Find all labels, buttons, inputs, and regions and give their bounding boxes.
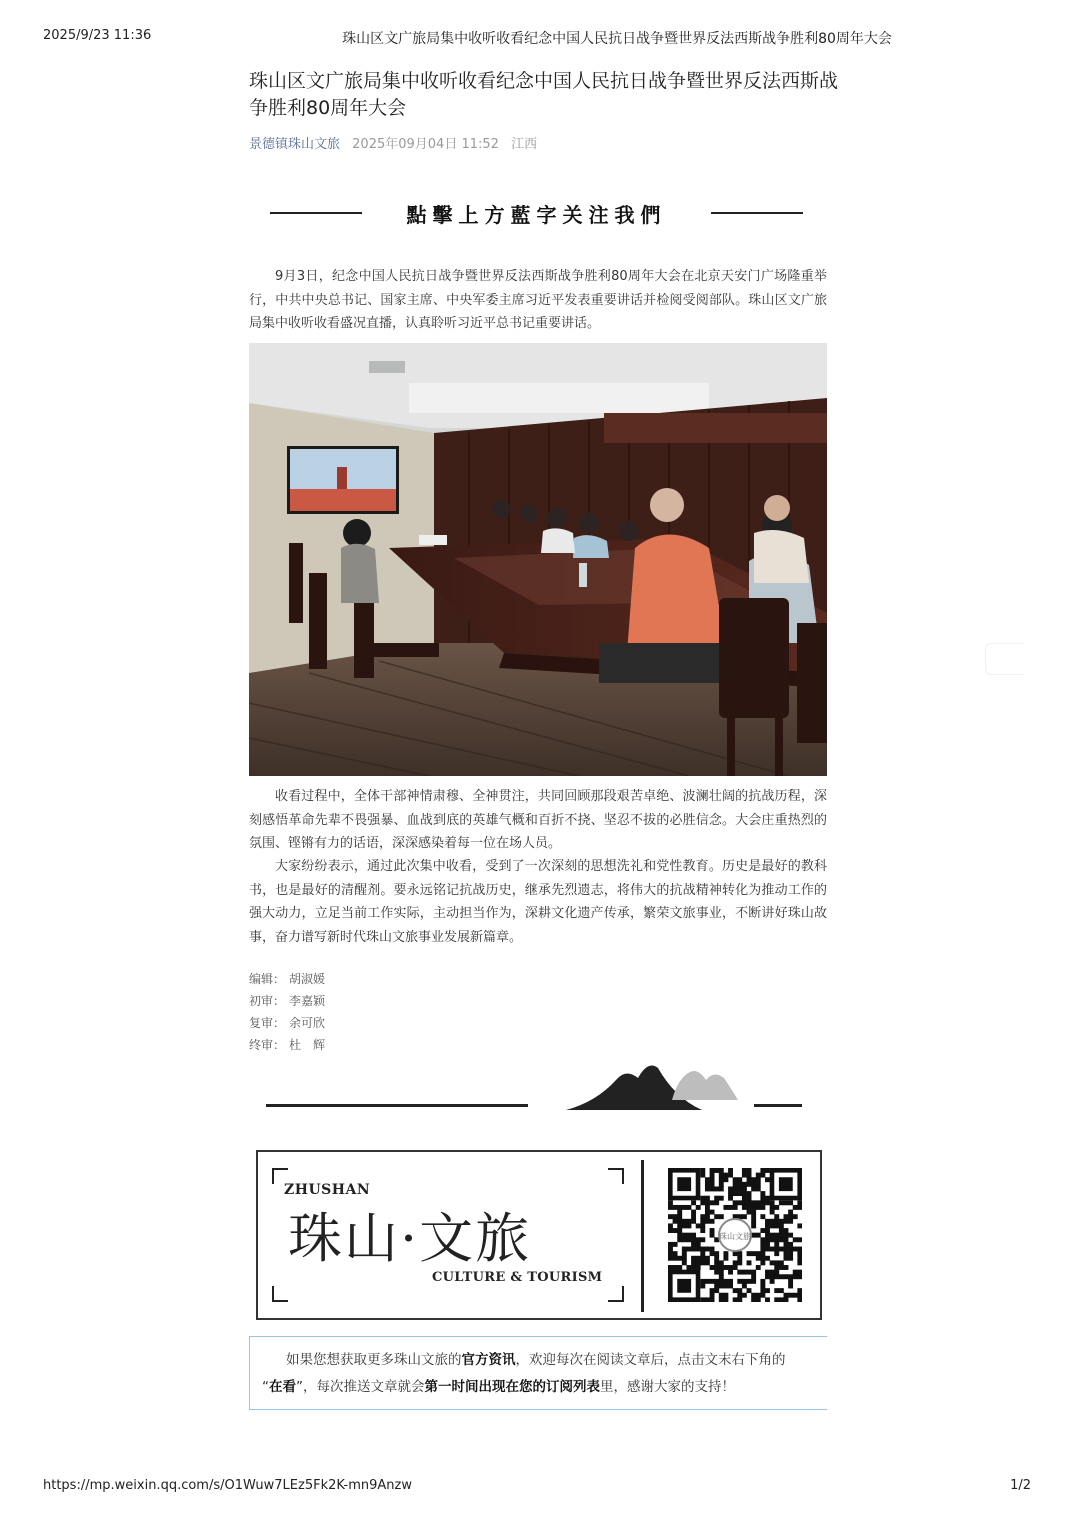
article-paragraph-2: 收看过程中，全体干部神情肃穆、全神贯注，共同回顾那段艰苦卓绝、波澜壮阔的抗战历程，深刻感悟革命先辈不畏强暴、血战到底的英雄气概和百折不挠、坚忍不拔的必胜信念。大会庄重热烈的氛围、铿锵有力的话语，深深感染着每一位在场人员。	[249, 789, 827, 851]
meeting-room-photo	[249, 343, 827, 776]
credit-label: 终审：	[249, 1038, 286, 1052]
publish-time: 2025年09月04日 11:52	[352, 137, 499, 152]
follow-banner-text: 點擊上方藍字关注我們	[406, 203, 667, 227]
notice-quote: ”	[296, 1379, 303, 1395]
qr-code-icon	[668, 1168, 802, 1302]
follow-banner-right-line	[711, 212, 803, 214]
credit-name: 杜 辉	[289, 1038, 326, 1052]
account-name-link[interactable]: 景德镇珠山文旅	[249, 137, 341, 152]
brand-card	[256, 1150, 822, 1320]
credit-name: 胡淑媛	[289, 972, 326, 986]
credit-row	[249, 1012, 329, 1034]
credit-name: 余可欣	[289, 1016, 326, 1030]
article-meta	[249, 133, 537, 152]
notice-line-2	[262, 1374, 827, 1401]
side-float-tab[interactable]	[985, 643, 1024, 675]
notice-bold-official: 官方资讯	[461, 1352, 516, 1368]
credit-row	[249, 968, 329, 990]
qr-code[interactable]	[668, 1168, 802, 1302]
article-title: 珠山区文广旅局集中收听收看纪念中国人民抗日战争暨世界反法西斯战争胜利80周年大会	[249, 70, 839, 119]
notice-text: 如果您想获取更多珠山文旅的	[286, 1352, 462, 1368]
mountain-divider	[266, 1058, 806, 1114]
print-footer-page: 1/2	[1010, 1478, 1031, 1493]
credit-name: 李嘉颖	[289, 994, 326, 1008]
credit-label: 初审：	[249, 994, 286, 1008]
meeting-room-illustration	[249, 343, 827, 776]
credit-label: 复审：	[249, 1016, 286, 1030]
corner-bracket	[608, 1286, 624, 1302]
article-paragraph-3: 大家纷纷表示，通过此次集中收看，受到了一次深刻的思想洗礼和党性教育。历史是最好的教科书，也是最好的清醒剂。要永远铭记抗战历史，继承先烈遗志，将伟大的抗战精神转化为推动工作的强大动力，立足当前工作实际，主动担当作为，深耕文化遗产传承，繁荣文旅事业，不断讲好珠山故事，奋力谱写新时代珠山文旅事业发展新篇章。	[249, 859, 827, 945]
print-footer-url: https://mp.weixin.qq.com/s/O1Wuw7LEz5Fk2K-mn9Anzw	[43, 1478, 412, 1493]
article-paragraph-1: 9月3日，纪念中国人民抗日战争暨世界反法西斯战争胜利80周年大会在北京天安门广场隆重举行，中共中央总书记、国家主席、中央军委主席习近平发表重要讲话并检阅受阅部队。珠山区文广旅局集中收听收看盛况直播，认真聆听习近平总书记重要讲话。	[249, 269, 827, 331]
brand-card-divider	[641, 1160, 644, 1312]
corner-bracket	[272, 1286, 288, 1302]
credit-row	[249, 1034, 329, 1056]
print-header-title: 珠山区文广旅局集中收听收看纪念中国人民抗日战争暨世界反法西斯战争胜利80周年大会	[342, 31, 892, 47]
editor-credits	[249, 968, 329, 1056]
brand-latin-top: ZHUSHAN	[284, 1182, 371, 1198]
notice-text: ，欢迎每次在阅读文章后，点击文末右下角的	[515, 1352, 786, 1368]
credit-label: 编辑：	[249, 972, 286, 986]
svg-text:珠山文旅: 珠山文旅	[719, 1232, 751, 1241]
notice-bold-first: 第一时间出现在您的订阅列表	[424, 1379, 600, 1395]
mountain-divider-icon	[266, 1058, 806, 1114]
notice-text: 里，感谢大家的支持！	[600, 1379, 735, 1395]
subscribe-notice	[249, 1336, 827, 1410]
notice-bold-zaikan: 在看	[269, 1379, 296, 1395]
notice-text: ，每次推送文章就会	[303, 1379, 425, 1395]
notice-line-1	[262, 1347, 827, 1374]
notice-quote: “	[262, 1379, 269, 1395]
credit-row	[249, 990, 329, 1012]
publish-location: 江西	[511, 137, 538, 152]
brand-latin-bottom: CULTURE & TOURISM	[432, 1270, 603, 1285]
brand-logo-text: 珠山·文旅	[288, 1207, 532, 1270]
follow-banner-left-line	[270, 212, 362, 214]
follow-banner	[270, 196, 803, 230]
print-datetime: 2025/9/23 11:36	[43, 28, 152, 43]
corner-bracket	[608, 1168, 624, 1184]
